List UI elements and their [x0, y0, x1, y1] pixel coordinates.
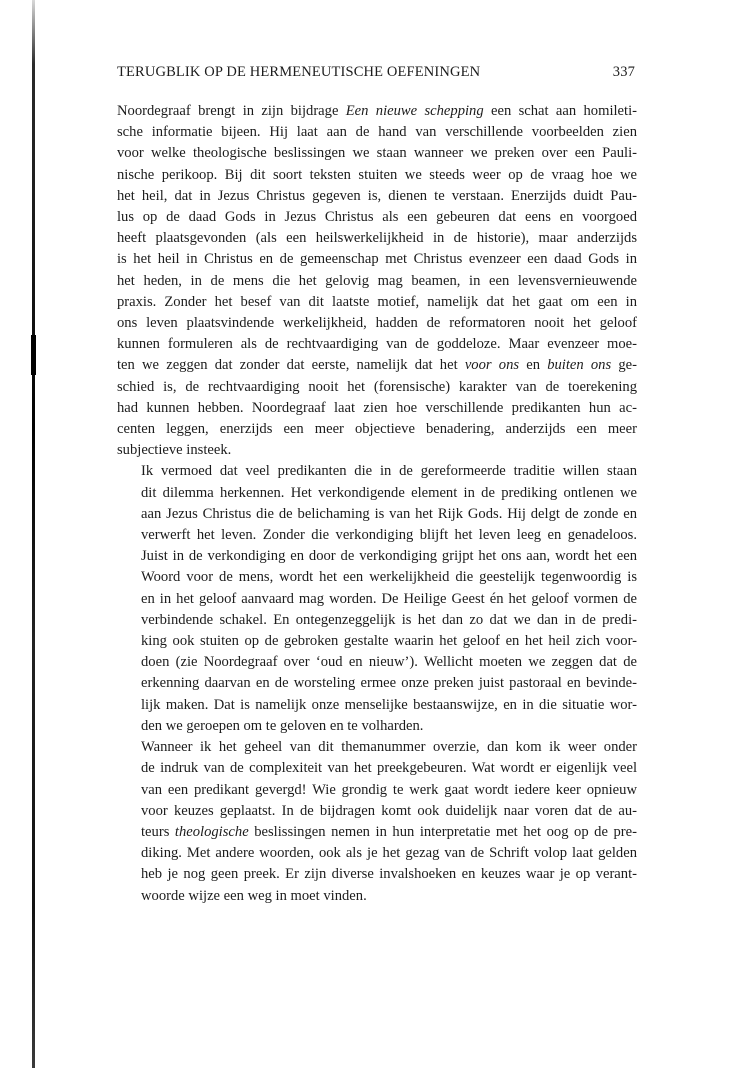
- text-line: dit dilemma herkennen. Het verkondigende element in de prediking ontlenen we: [141, 484, 637, 501]
- text-line: had kunnen hebben. Noordegraaf laat zien hoe verschillende predikanten hun ac-: [117, 399, 637, 416]
- running-title: TERUGBLIK OP DE HERMENEUTISCHE OEFENINGEN: [117, 64, 481, 80]
- text-line: Noordegraaf brengt in zijn bijdrage Een nieuwe schepping een schat aan homileti-: [117, 103, 638, 119]
- text-line: Juist in de verkondiging en door de verkondiging grijpt het ons aan, wordt het een: [141, 548, 637, 565]
- paragraph: [117, 461, 637, 737]
- text-line: diking. Met andere woorden, ook als je het gezag van de Schrift volop laat gelden: [141, 845, 637, 862]
- text-line: teurs theologische beslissingen nemen in hun interpretatie met het oog op de pre-: [141, 823, 637, 840]
- text-line: sche informatie bijeen. Hij laat aan de hand van verschillende voorbeelden zien: [117, 124, 637, 141]
- italic-phrase: buiten ons: [547, 357, 612, 374]
- text-line: doen (zie Noordegraaf over ‘oud en nieuw’). Wellicht moeten we zeggen dat de: [141, 654, 637, 671]
- text-line: is het heil in Christus en de gemeenschap met Christus evenzeer een daad Gods in: [117, 251, 637, 268]
- italic-phrase: Een nieuwe schepping: [345, 103, 484, 119]
- text-line: praxis. Zonder het besef van dit laatste motief, namelijk dat het gaat om een in: [117, 293, 637, 310]
- paragraph: [117, 101, 637, 461]
- text-line: de indruk van de complexiteit van het preekgebeuren. Wat wordt er eigenlijk veel: [141, 760, 637, 777]
- paragraph: [117, 737, 637, 907]
- text-line: king ook stuiten op de gebroken gestalte waarin het geloof en het heil zich voor-: [141, 633, 637, 650]
- text-line: subjectieve insteek.: [117, 442, 232, 459]
- text-line: lijk maken. Dat is namelijk onze menselijke bestaanswijze, en in die situatie wor-: [141, 696, 637, 713]
- text-line: verbindende schakel. En ontegenzeggelijk is het dan zo dat we dan in de predi-: [141, 611, 637, 628]
- text-line: het heden, in de mens die het gelovig mag beamen, in een levensvernieuwende: [117, 272, 637, 289]
- text-line: kunnen formuleren als de rechtvaardiging van de goddeloze. Maar evenzeer moe-: [117, 336, 637, 353]
- text-line: voor welke theologische beslissingen we staan wanneer we preken over een Pauli-: [117, 145, 637, 162]
- italic-phrase: theologische: [174, 823, 249, 840]
- text-line: woorde wijze een weg in moet vinden.: [141, 887, 367, 904]
- text-line: schied is, de rechtvaardiging nooit het (forensische) karakter van de toerekening: [117, 378, 637, 395]
- text-line: Woord voor de mens, wordt het een werkelijkheid die geestelijk tegenwoordig is: [141, 569, 637, 586]
- text-line: nische perikoop. Bij dit soort teksten stuiten we steeds weer op de vraag hoe we: [117, 166, 637, 183]
- text-line: en in het geloof aanvaard mag worden. De Heilige Geest én het geloof vormen de: [141, 590, 637, 607]
- text-line: heeft plaatsgevonden (als een heilswerkelijkheid in de historie), maar anderzijds: [117, 230, 637, 247]
- page-number: 337: [612, 64, 635, 80]
- text-line: het heil, dat in Jezus Christus gegeven is, dienen te verstaan. Enerzijds duidt Pau-: [117, 187, 637, 204]
- text-line: Ik vermoed dat veel predikanten die in de gereformeerde traditie willen staan: [141, 463, 637, 480]
- text-line: centen leggen, enerzijds een meer objectieve benadering, anderzijds een meer: [117, 421, 637, 438]
- text-line: verwerft het leven. Zonder die verkondiging blijft het leven leeg en genadeloos.: [141, 527, 637, 544]
- text-line: van een predikant gevergd! Wie grondig te werk gaat wordt iedere keer opnieuw: [141, 781, 637, 798]
- text-line: voor keuzes geplaatst. In de bijdragen komt ook duidelijk naar voren dat de au-: [141, 802, 637, 819]
- running-header: [117, 64, 635, 81]
- scan-binding-mark: [31, 335, 36, 375]
- text-line: ons leven plaatsvindende werkelijkheid, hadden de reformatoren nooit het geloof: [117, 315, 637, 332]
- text-line: ten we zeggen dat zonder dat eerste, namelijk dat het voor ons en buiten ons ge-: [117, 357, 637, 374]
- text-line: lus op de daad Gods in Jezus Christus als een gebeuren dat eens en voorgoed: [117, 209, 637, 226]
- text-line: Wanneer ik het geheel van dit themanummer overzie, dan kom ik weer onder: [141, 739, 637, 756]
- text-line: heb je nog geen preek. Er zijn diverse invalshoeken en keuzes waar je op verant-: [141, 866, 637, 883]
- text-line: aan Jezus Christus die de belichaming is van het Rijk Gods. Hij delgt de zonde en: [141, 505, 637, 522]
- text-line: den we geroepen om te geloven en te volharden.: [141, 717, 424, 734]
- body-text: [117, 101, 637, 907]
- scan-binding-edge: [32, 0, 35, 1068]
- italic-phrase: voor ons: [464, 357, 520, 374]
- text-line: erkenning daarvan en de worsteling ermee onze preken juist pastoraal en bevinde-: [141, 675, 637, 692]
